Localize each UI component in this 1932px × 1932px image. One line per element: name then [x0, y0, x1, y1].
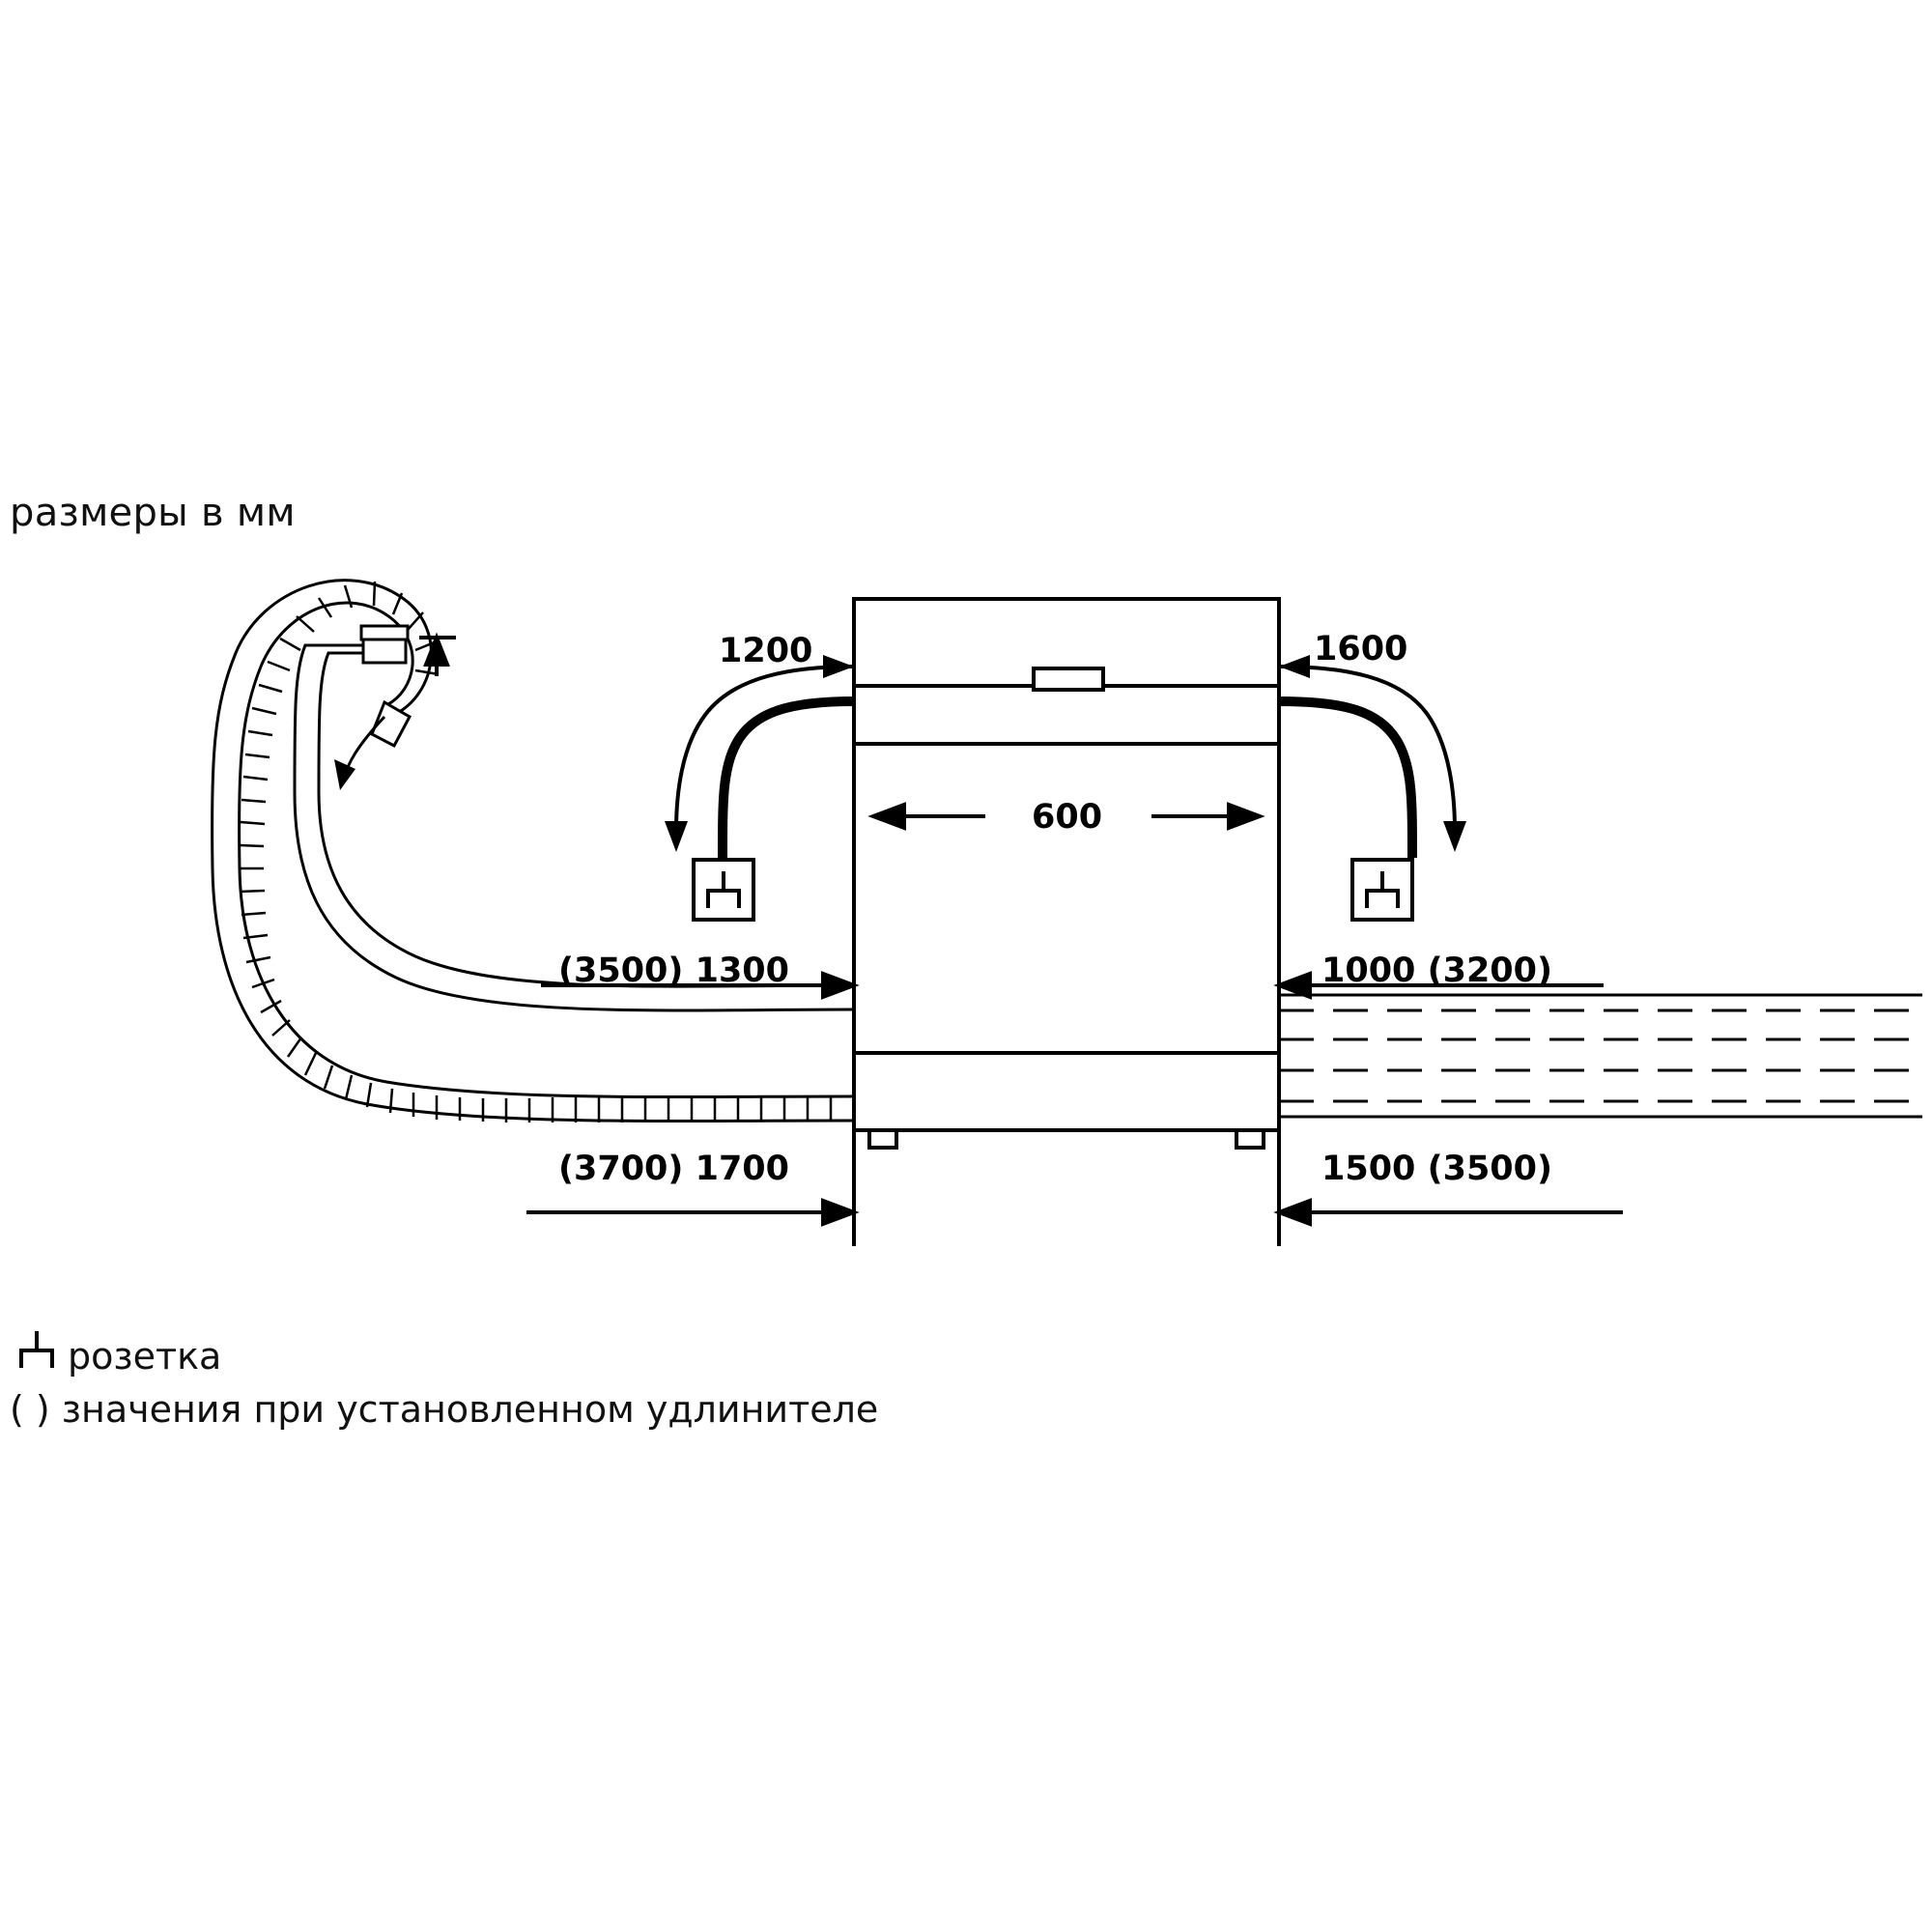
legend-socket-label: розетка [68, 1335, 222, 1378]
water-supply-solid-lines [1279, 995, 1922, 1117]
dimension-bottom-left [526, 1130, 854, 1246]
socket-icon-legend [19, 1331, 54, 1368]
legend-extension-label: ( ) значения при установленном удлинителе [10, 1388, 879, 1431]
dimension-label-mid-right: 1000 (3200) [1321, 952, 1553, 990]
water-supply-dashed-lines [1279, 1010, 1922, 1101]
dimension-label-mid-left: (3500) 1300 [558, 952, 790, 990]
diagram-title: размеры в мм [10, 491, 296, 535]
dimension-label-hose-top-right: 1600 [1314, 630, 1408, 668]
socket-icon-left [694, 860, 753, 920]
dimension-label-appliance-width: 600 [1032, 798, 1103, 837]
dimension-1200 [665, 655, 854, 852]
dimension-bottom-right [1279, 1130, 1623, 1246]
dimension-label-bottom-right: 1500 (3500) [1321, 1150, 1553, 1188]
dishwasher-outline [854, 599, 1279, 1148]
power-cable-left [723, 701, 854, 858]
inlet-hose-height-marker [419, 638, 456, 676]
socket-icon-right [1352, 860, 1412, 920]
dimension-label-hose-top-left: 1200 [719, 632, 813, 670]
dimension-1600 [1279, 655, 1466, 852]
power-cable-right [1279, 701, 1412, 858]
dimension-label-bottom-left: (3700) 1700 [558, 1150, 790, 1188]
